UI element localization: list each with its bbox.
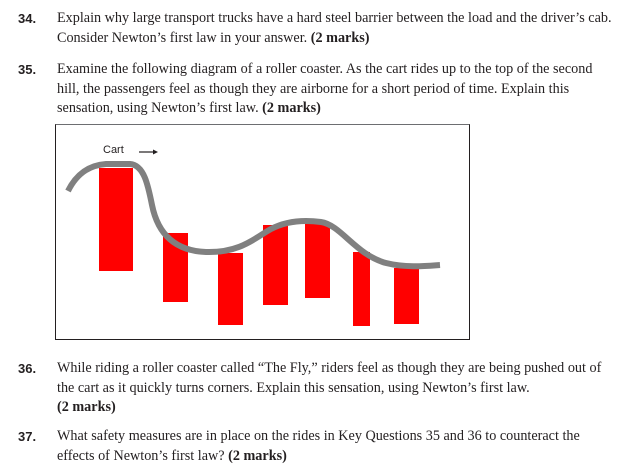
question-number: 36. (18, 361, 37, 376)
marks-label: (2 marks) (57, 399, 116, 415)
roller-coaster-svg (56, 125, 471, 341)
roller-coaster-diagram (55, 124, 470, 340)
question-text: Explain why large transport trucks have a hard steel barrier between the load and the driver’s cab. Consider Newton’s first law in your answer. (2 marks) (57, 10, 612, 46)
support-bar-3 (218, 253, 243, 325)
support-bar-4 (263, 225, 288, 305)
marks-label: (2 marks) (262, 100, 321, 116)
right-arrow-icon (139, 150, 158, 155)
cart-label: Cart (103, 144, 124, 156)
marks-label: (2 marks) (228, 447, 287, 464)
support-bar-5 (305, 223, 330, 298)
question-text: What safety measures are in place on the rides in Key Questions 35 and 36 to counteract the effects of Newton’s first law? (2 marks) (57, 428, 580, 464)
support-bar-1 (99, 168, 133, 271)
support-bar-7 (394, 268, 419, 324)
marks-label: (2 marks) (310, 29, 370, 46)
question-text: Examine the following diagram of a roller coaster. As the cart rides up to the top of the second hill, the passengers feel as though they are airborne for a short period of time. Explain this sensation, using Newton’s first law. (2 marks) (57, 61, 593, 116)
question-text: While riding a roller coaster called “The Fly,” riders feel as though they are being pushed out of the cart as it quickly turns corners. Explain this sensation, using Newton’s first law. (2 marks) (57, 360, 602, 415)
question-number: 34. (18, 11, 37, 26)
question-number: 35. (18, 62, 37, 77)
support-bar-6 (353, 252, 370, 326)
question-number: 37. (18, 429, 37, 444)
